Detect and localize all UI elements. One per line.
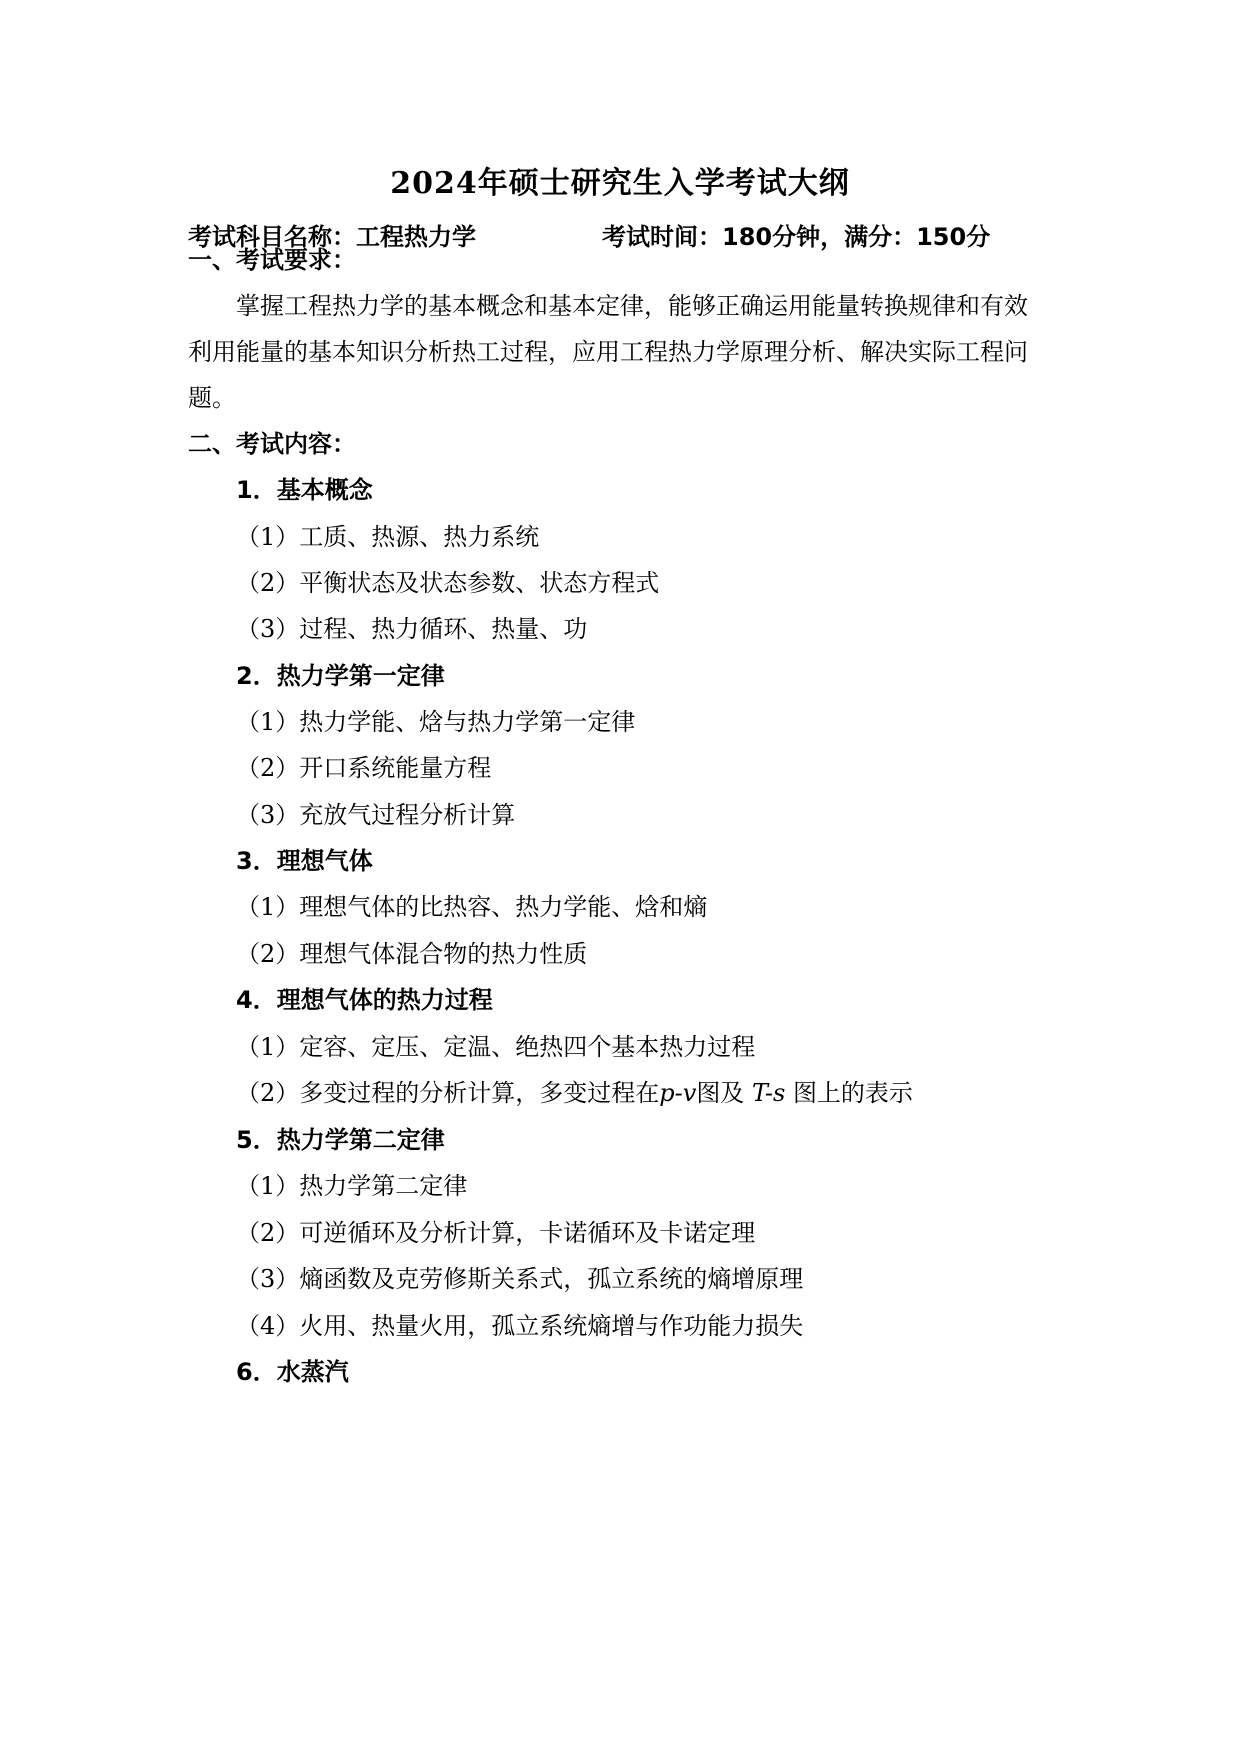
chapter-item: （3）充放气过程分析计算 — [236, 801, 516, 829]
chapter-item: （2）理想气体混合物的热力性质 — [236, 940, 588, 968]
chapter-title: 6．水蒸汽 — [236, 1358, 349, 1386]
chapter-title: 3．理想气体 — [236, 847, 373, 875]
chapter-item: （1）热力学能、焓与热力学第一定律 — [236, 708, 636, 736]
chapter-item: （1）热力学第二定律 — [236, 1172, 468, 1200]
chapter-item: （2）可逆循环及分析计算，卡诺循环及卡诺定理 — [236, 1219, 756, 1247]
item-text-suffix: 图上的表示 — [792, 1079, 913, 1107]
exam-time-score: 考试时间：180分钟，满分：150分 — [602, 223, 991, 251]
chapter-title: 4．理想气体的热力过程 — [236, 986, 493, 1014]
chapter-item: （1）理想气体的比热容、热力学能、焓和熵 — [236, 893, 708, 921]
chapter-title: 1．基本概念 — [236, 476, 373, 504]
chapter-item: （3）过程、热力循环、热量、功 — [236, 615, 588, 643]
chapter-title: 2．热力学第一定律 — [236, 662, 445, 690]
chapter-item: （1）定容、定压、定温、绝热四个基本热力过程 — [236, 1033, 756, 1061]
pv-diagram-symbol: p-v — [659, 1079, 697, 1107]
section-heading-content: 二、考试内容： — [188, 430, 356, 458]
document-title: 2024年硕士研究生入学考试大纲 — [390, 166, 850, 201]
chapter-item: （3）熵函数及克劳修斯关系式，孤立系统的熵增原理 — [236, 1265, 804, 1293]
chapter-title: 5．热力学第二定律 — [236, 1126, 445, 1154]
chapter-item: （1）工质、热源、热力系统 — [236, 523, 540, 551]
exam-subject: 考试科目名称：工程热力学 — [188, 223, 476, 251]
requirements-paragraph-line: 利用能量的基本知识分析热工过程，应用工程热力学原理分析、解决实际工程问 — [188, 338, 1028, 366]
requirements-paragraph-line: 掌握工程热力学的基本概念和基本定律，能够正确运用能量转换规律和有效 — [236, 292, 1028, 320]
chapter-item-diagram-representation — [236, 1077, 913, 1109]
chapter-item: （2）开口系统能量方程 — [236, 754, 492, 782]
requirements-paragraph-line: 题。 — [188, 384, 236, 412]
section-heading-requirements: 一、考试要求： — [188, 246, 356, 274]
chapter-item: （2）平衡状态及状态参数、状态方程式 — [236, 569, 660, 597]
item-text-mid: 图及 — [696, 1079, 745, 1107]
chapter-item: （4）火用、热量火用，孤立系统熵增与作功能力损失 — [236, 1312, 804, 1340]
ts-diagram-symbol: T-s — [751, 1079, 786, 1107]
item-text-prefix: （2）多变过程的分析计算，多变过程在 — [236, 1079, 660, 1107]
